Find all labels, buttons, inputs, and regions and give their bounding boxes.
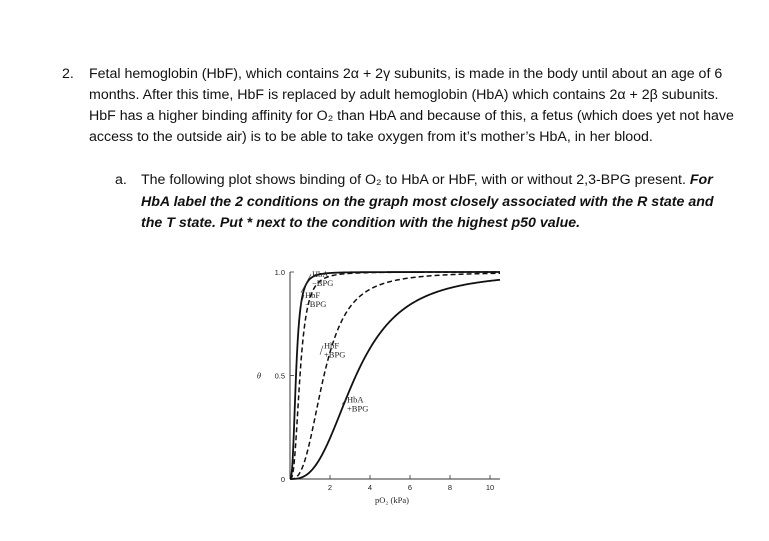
x-axis-title: pO₂ (kPa)	[375, 495, 409, 505]
curve-label-line2: −BPG	[312, 278, 334, 289]
curve-label-line2: −BPG	[305, 298, 327, 309]
y-axis-title: θ	[256, 370, 262, 381]
x-tick-label: 2	[327, 483, 333, 492]
curve-label-line2: +BPG	[324, 349, 346, 360]
curve-label-line1: HbA	[347, 394, 364, 405]
y-tick-label: 1.0	[274, 268, 285, 277]
series-curve-3	[290, 280, 500, 479]
question-text: Fetal hemoglobin (HbF), which contains 2α + 2γ subunits, is made in the body until about an age of 6 months. After this time, HbF is replaced by adult hemoglobin (HbA) which contains 2α + 2β subunits. HbF has a higher binding affinity for O₂ than HbA and because of this, a fetus (which does yet not have access to the outside air) is to be able to take oxygen from it’s mother’s HbA, in her blood.	[89, 66, 734, 145]
y-tick-label: 0	[280, 475, 285, 484]
x-tick-label: 10	[485, 483, 495, 492]
curve-label-leader	[320, 346, 323, 355]
curve-label-line1: HbF	[305, 289, 321, 300]
y-tick-label: 0.5	[274, 371, 285, 381]
x-tick-label: 6	[407, 483, 413, 492]
part-a-text: The following plot shows binding of O₂ to HbA or HbF, with or without 2,3-BPG present.	[141, 172, 686, 188]
question-number: 2.	[62, 66, 74, 82]
part-a-instruction: For HbA label the 2 conditions on the graph most closely associated with the R state and the T state. Put * next to the condition with the highest p50 value.	[141, 172, 714, 231]
x-tick-label: 8	[447, 483, 453, 492]
curve-label-line1: HbA	[312, 269, 329, 280]
part-a-letter: a.	[115, 172, 127, 188]
x-tick-label: 4	[367, 483, 373, 492]
curve-label-line2: +BPG	[347, 403, 369, 414]
chart-labels	[300, 269, 368, 413]
curve-label-line1: HbF	[324, 340, 340, 351]
